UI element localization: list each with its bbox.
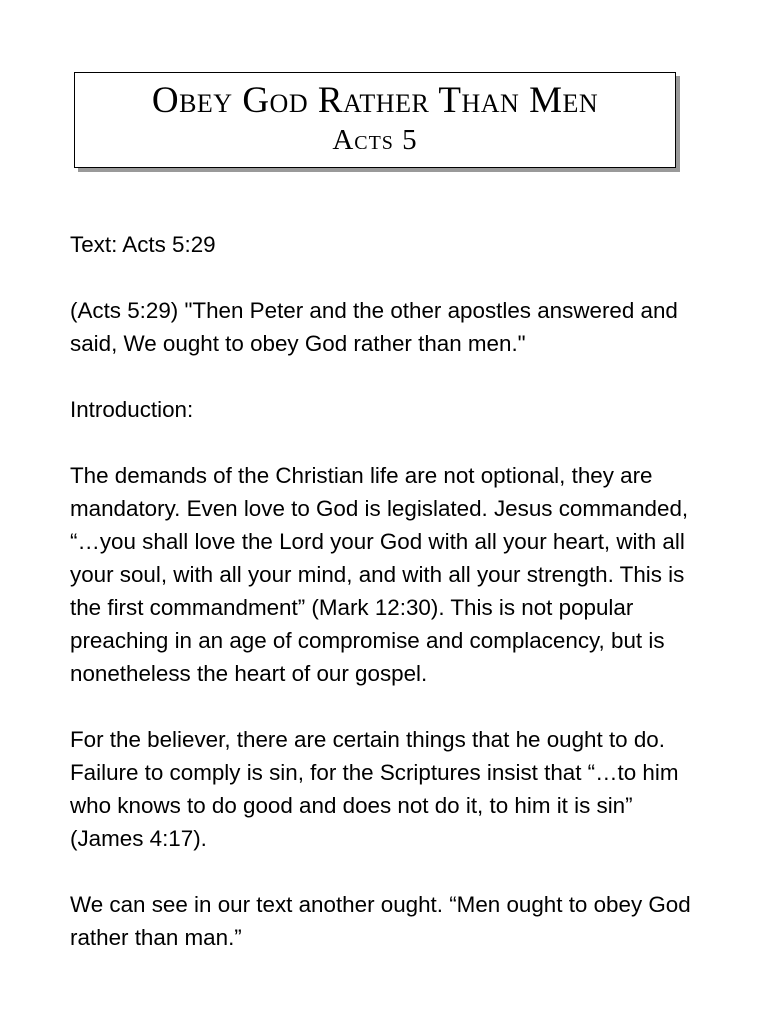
page-title: Obey God Rather Than Men [151, 80, 599, 121]
document-body [70, 228, 710, 987]
paragraph: The demands of the Christian life are not optional, they are mandatory. Even love to God is legislated. Jesus commanded, “…you shall love the Lord your God with all your heart, with all your soul, with all your mind, and with all your strength. This is the first commandment” (Mark 12:30). This is not popular preaching in an age of compromise and complacency, but is nonetheless the heart of our gospel. [70, 463, 689, 686]
introduction-heading: Introduction: [70, 397, 194, 422]
paragraph: For the believer, there are certain things that he ought to do. Failure to comply is sin, for the Scriptures insist that “…to him who knows to do good and does not do it, to him it is sin” (James 4:17). [70, 727, 679, 851]
text-reference: Text: Acts 5:29 [70, 232, 216, 257]
scripture-quote: (Acts 5:29) "Then Peter and the other apostles answered and said, We ought to obey God rather than men." [70, 298, 678, 356]
paragraph: We can see in our text another ought. “Men ought to obey God rather than man.” [70, 892, 691, 950]
page-subtitle: Acts 5 [332, 124, 418, 156]
title-box [74, 72, 676, 168]
